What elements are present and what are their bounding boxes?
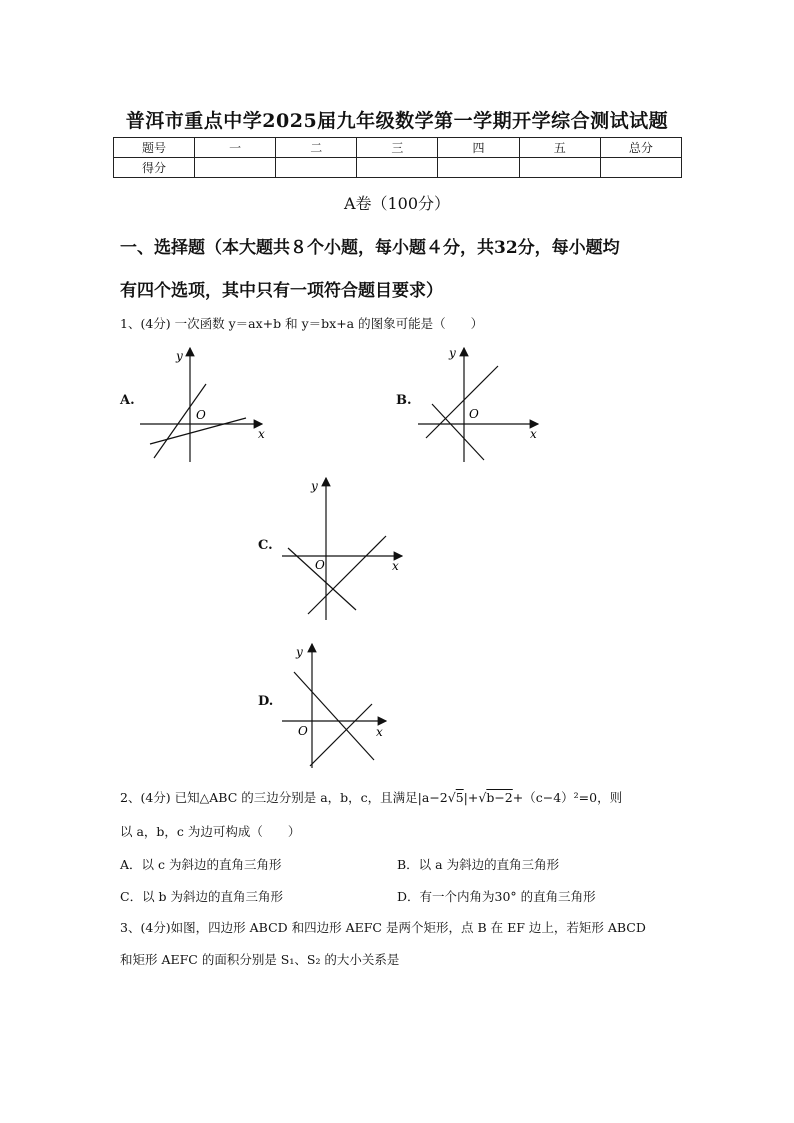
question-2-line2: 以 a，b，c 为边可构成（ ）: [120, 824, 301, 839]
question-3-line1: 3、(4分)如图，四边形 ABCD 和四边形 AEFC 是两个矩形，点 B 在 EF 边上，若矩形 ABCD: [120, 920, 646, 935]
y-axis-label: y: [311, 479, 318, 493]
line-1: [426, 366, 498, 438]
q2-option-c: C．以 b 为斜边的直角三角形: [120, 889, 284, 904]
y-axis-label: y: [449, 346, 456, 360]
origin-label: O: [469, 407, 479, 421]
question-3-line2: 和矩形 AEFC 的面积分别是 S₁、S₂ 的大小关系是: [120, 952, 400, 967]
q2-option-d: D．有一个内角为30° 的直角三角形: [397, 889, 596, 904]
origin-label: O: [315, 558, 325, 572]
score-cell: [600, 158, 681, 178]
score-table: [113, 137, 682, 178]
sqrt-symbol: √: [478, 790, 487, 805]
document-title: 普洱市重点中学2025届九年级数学第一学期开学综合测试试题: [125, 110, 669, 132]
q2-sqrt1: 5: [455, 790, 464, 805]
score-cell: [276, 158, 357, 178]
sqrt-symbol: √: [447, 790, 456, 805]
origin-label: O: [298, 724, 308, 738]
score-cell: [357, 158, 438, 178]
score-header-row: [114, 138, 682, 158]
section-heading-line2: 有四个选项，其中只有一项符合题目要求）: [120, 281, 443, 301]
graph-c: [280, 474, 410, 624]
graph-c-label: C.: [258, 538, 273, 553]
q2-option-b: B．以 a 为斜边的直角三角形: [397, 857, 560, 872]
q2-mid: |+: [463, 790, 479, 805]
header-cell: 一: [195, 138, 276, 158]
graph-d: [280, 640, 400, 770]
graph-d-label: D.: [258, 694, 274, 709]
score-value-row: [114, 158, 682, 178]
graph-b: [418, 340, 548, 465]
section-heading-line1: 一、选择题（本大题共８个小题，每小题４分，共32分，每小题均: [120, 238, 620, 258]
score-cell: [519, 158, 600, 178]
q2-prefix: 2、(4分) 已知△ABC 的三边分别是 a，b，c，且满足|a−2: [120, 790, 448, 805]
header-cell: 五: [519, 138, 600, 158]
question-2-line1: [120, 788, 622, 806]
origin-label: O: [196, 408, 206, 422]
score-cell: [195, 158, 276, 178]
volume-title: A卷（100分）: [343, 194, 451, 213]
header-cell: 二: [276, 138, 357, 158]
y-axis-label: y: [176, 349, 183, 363]
graph-a-label: A.: [120, 393, 135, 408]
row-label-cell: 得分: [114, 158, 195, 178]
header-cell: 三: [357, 138, 438, 158]
x-axis-label: x: [530, 427, 537, 441]
graph-b-label: B.: [396, 393, 412, 408]
header-cell: 题号: [114, 138, 195, 158]
question-1-text: 1、(4分) 一次函数 y＝ax+b 和 y＝bx+a 的图象可能是（ ）: [120, 316, 484, 331]
line-2: [310, 704, 372, 766]
line-1: [294, 672, 374, 760]
x-axis-label: x: [376, 725, 383, 739]
q2-option-a: A．以 c 为斜边的直角三角形: [120, 857, 282, 872]
header-cell: 总分: [600, 138, 681, 158]
q2-sqrt2: b−2: [486, 790, 513, 805]
q2-suffix: +（c−4）²=0，则: [512, 790, 623, 805]
score-cell: [438, 158, 519, 178]
graph-a: [140, 340, 280, 465]
header-cell: 四: [438, 138, 519, 158]
x-axis-label: x: [258, 427, 265, 441]
x-axis-label: x: [392, 559, 399, 573]
y-axis-label: y: [296, 645, 303, 659]
